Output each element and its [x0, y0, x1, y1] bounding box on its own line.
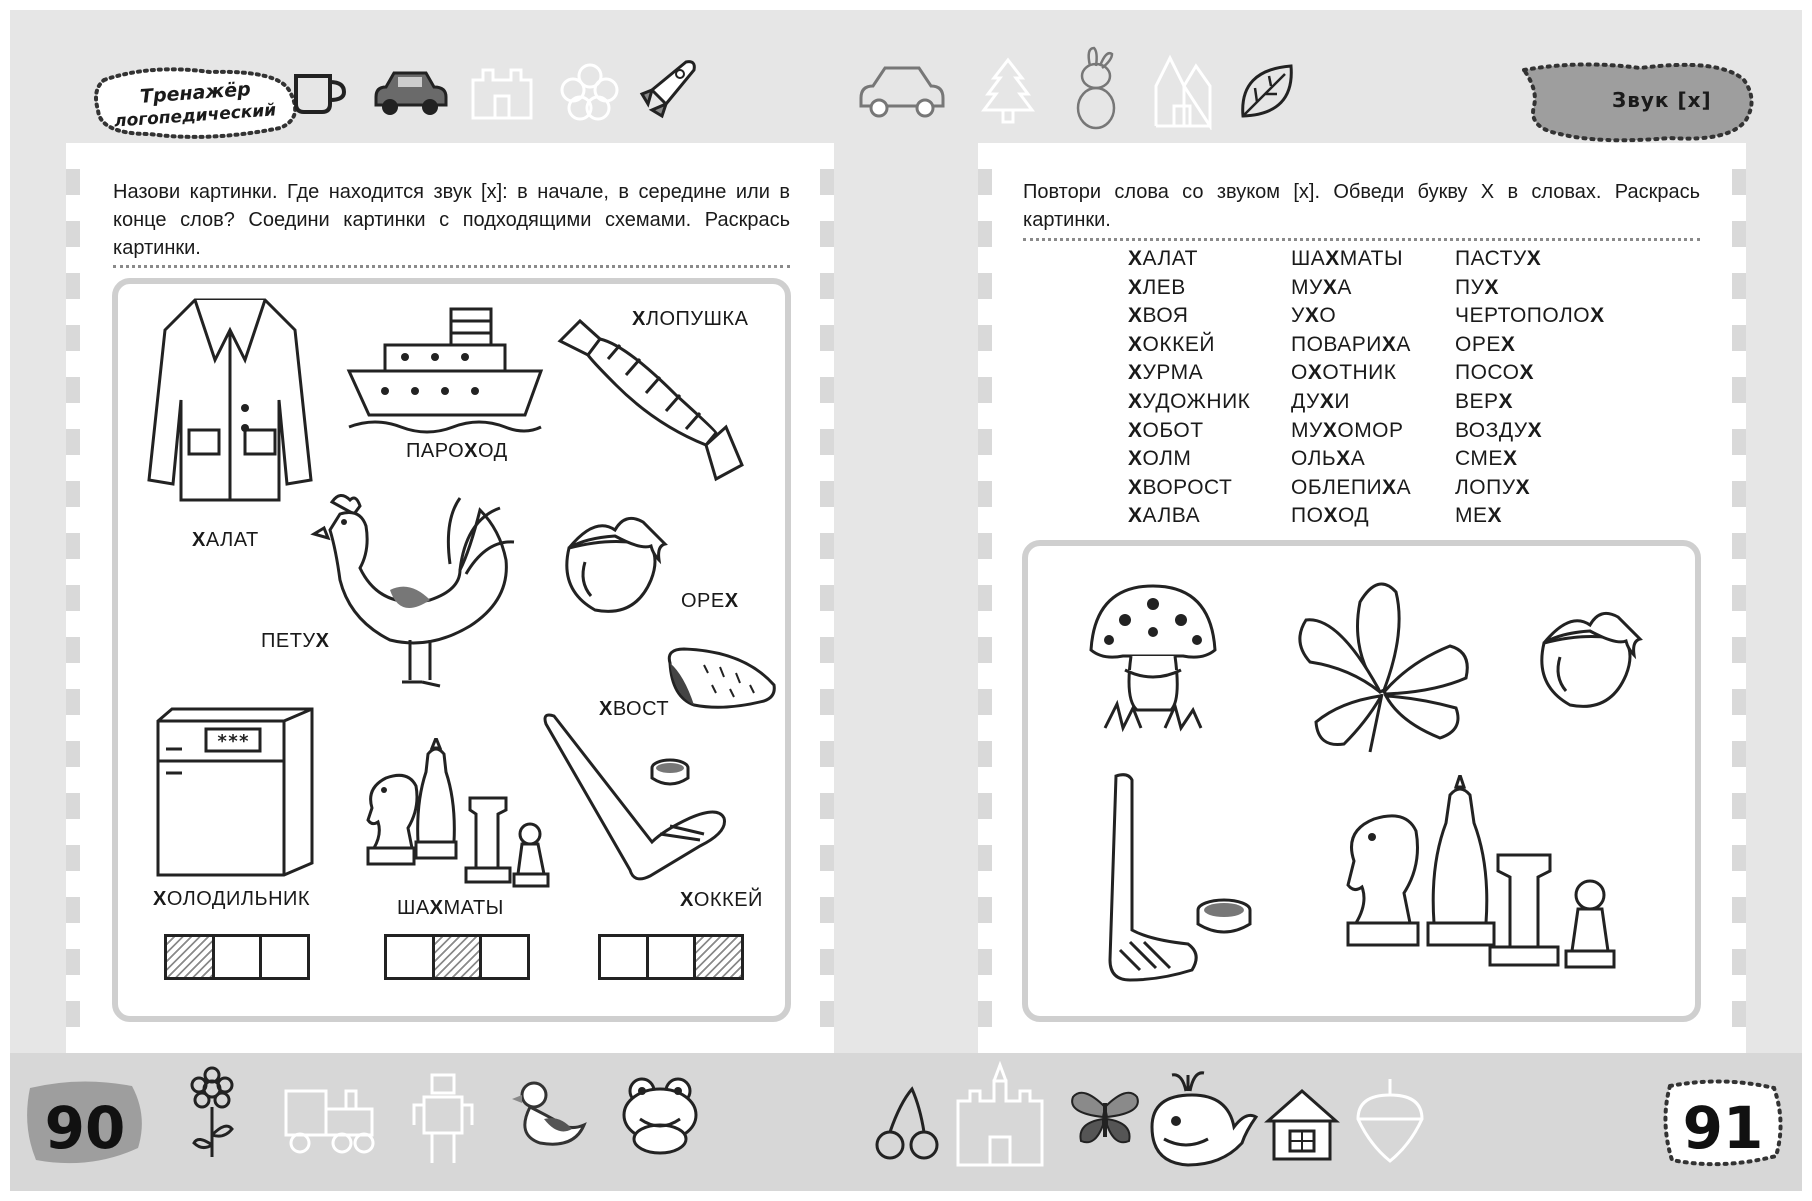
- word-3-8: СМЕХ: [1455, 447, 1518, 471]
- word-3-10: МЕХ: [1455, 504, 1503, 528]
- car-icon: [370, 65, 450, 120]
- frog-icon: [610, 1073, 710, 1158]
- cherry-icon: [872, 1083, 942, 1163]
- whale-icon: [1142, 1065, 1262, 1175]
- word-2-7: МУХОМОР: [1291, 418, 1404, 442]
- label-cracker: ХЛОПУШКА: [632, 308, 749, 330]
- hockey-stick-drawing: [540, 710, 735, 890]
- duck-icon: [510, 1075, 590, 1155]
- word-3-2: ПУХ: [1455, 275, 1499, 299]
- rocket-icon: [638, 56, 700, 126]
- page-number-right: [1658, 1076, 1788, 1172]
- butterfly-icon: [1065, 1083, 1145, 1153]
- word-column-2: [1291, 245, 1411, 531]
- page-number-right-value: 91: [1682, 1094, 1764, 1162]
- header-band: [10, 10, 1802, 143]
- leaf-icon: [1235, 60, 1300, 125]
- chestnut-leaf-drawing: [1290, 572, 1475, 757]
- fridge-drawing: [152, 705, 317, 880]
- nut-drawing-right: [1530, 605, 1645, 715]
- word-1-3: ХВОЯ: [1128, 304, 1189, 328]
- right-instruction: Повтори слова со звуком [х]. Обведи букву Х в словах. Раскрась картинки.: [1023, 181, 1700, 231]
- word-column-3: [1455, 245, 1605, 531]
- hockey-stick-drawing-right: [1100, 770, 1260, 990]
- label-steamship: ПАРОХОД: [406, 440, 508, 462]
- chess-drawing-right: [1340, 775, 1630, 975]
- fridge-display: ***: [216, 731, 250, 752]
- word-3-6: ВЕРХ: [1455, 389, 1514, 413]
- robe-drawing: [145, 290, 315, 510]
- word-2-8: ОЛЬХА: [1291, 447, 1366, 471]
- word-3-3: ЧЕРТОПОЛОХ: [1455, 304, 1605, 328]
- trainer-badge: [90, 62, 310, 142]
- word-1-1: ХАЛАТ: [1128, 247, 1198, 270]
- scheme-end-cell-1: [601, 937, 649, 977]
- label-nut: ОРЕХ: [681, 590, 739, 612]
- left-dotted-divider: [113, 265, 790, 268]
- flower-icon: [560, 62, 620, 122]
- tree-icon: [978, 56, 1038, 126]
- car-outline-icon: [855, 60, 950, 120]
- label-fridge: ХОЛОДИЛЬНИК: [153, 888, 311, 910]
- chess-drawing: [362, 738, 562, 893]
- label-chess: ШАХМАТЫ: [397, 897, 504, 919]
- nut-drawing: [555, 510, 670, 620]
- house-icon: [1262, 1083, 1342, 1163]
- steamship-drawing: [345, 305, 545, 435]
- word-3-7: ВОЗДУХ: [1455, 418, 1543, 442]
- word-3-1: ПАСТУХ: [1455, 247, 1542, 270]
- right-dotted-divider: [1023, 238, 1700, 241]
- word-1-9: ХВОРОСТ: [1128, 475, 1233, 499]
- word-1-10: ХАЛВА: [1128, 504, 1201, 528]
- scheme-start-cell-1: [167, 937, 215, 977]
- scheme-start-cell-2: [215, 937, 263, 977]
- bunny-icon: [1060, 44, 1130, 134]
- word-2-3: УХО: [1291, 304, 1337, 328]
- page-number-left-value: 90: [44, 1094, 126, 1162]
- scheme-start: [164, 934, 310, 980]
- word-3-5: ПОСОХ: [1455, 361, 1534, 385]
- word-1-6: ХУДОЖНИК: [1128, 389, 1251, 413]
- label-robe: ХАЛАТ: [192, 529, 259, 551]
- castle-icon: [465, 60, 540, 122]
- spinning-top-icon: [1350, 1075, 1430, 1165]
- robot-icon: [408, 1069, 478, 1169]
- scheme-middle-cell-1: [387, 937, 435, 977]
- sound-badge: [1520, 60, 1760, 145]
- scheme-end: [598, 934, 744, 980]
- word-1-4: ХОККЕЙ: [1128, 332, 1215, 356]
- word-column-1: [1128, 245, 1250, 531]
- badge-line2: логопедический: [113, 100, 277, 132]
- word-1-7: ХОБОТ: [1128, 418, 1204, 442]
- scheme-end-cell-3: [696, 937, 741, 977]
- word-1-2: ХЛЕВ: [1128, 275, 1186, 299]
- castle-outline-icon: [950, 1061, 1050, 1171]
- sound-badge-label: Звук [х]: [1612, 88, 1712, 112]
- word-1-8: ХОЛМ: [1128, 447, 1192, 471]
- mushroom-drawing: [1085, 580, 1220, 735]
- word-3-4: ОРЕХ: [1455, 332, 1516, 356]
- word-1-5: ХУРМА: [1128, 361, 1204, 385]
- train-icon: [280, 1081, 380, 1156]
- badge-line1: Тренажёр: [139, 78, 252, 108]
- tower-icon: [1148, 50, 1218, 130]
- rooster-drawing: [310, 490, 520, 700]
- word-2-4: ПОВАРИХА: [1291, 332, 1411, 356]
- label-hockey: ХОККЕЙ: [680, 889, 763, 911]
- left-instruction: Назови картинки. Где находится звук [х]: в начале, в середине или в конце слов? Соедини картинки с подходящими схемами. Раскрась картинки.: [113, 181, 790, 259]
- word-2-9: ОБЛЕПИХА: [1291, 475, 1412, 499]
- scheme-middle: [384, 934, 530, 980]
- cracker-drawing: [556, 315, 746, 485]
- word-2-5: ОХОТНИК: [1291, 361, 1397, 385]
- scheme-middle-cell-2: [435, 937, 483, 977]
- word-2-10: ПОХОД: [1291, 504, 1370, 528]
- page-number-left: [20, 1076, 150, 1172]
- scheme-middle-cell-3: [482, 937, 527, 977]
- scheme-end-cell-2: [649, 937, 697, 977]
- flower-stem-icon: [182, 1065, 242, 1165]
- footer-band: [10, 1053, 1802, 1191]
- label-rooster: ПЕТУХ: [261, 630, 330, 652]
- scheme-start-cell-3: [262, 937, 307, 977]
- word-2-1: ШАХМАТЫ: [1291, 247, 1404, 270]
- word-2-6: ДУХИ: [1291, 389, 1350, 413]
- label-tail: ХВОСТ: [599, 698, 670, 720]
- word-2-2: МУХА: [1291, 275, 1352, 299]
- cup-icon: [290, 68, 350, 118]
- word-3-9: ЛОПУХ: [1455, 475, 1531, 499]
- tail-drawing: [664, 645, 779, 715]
